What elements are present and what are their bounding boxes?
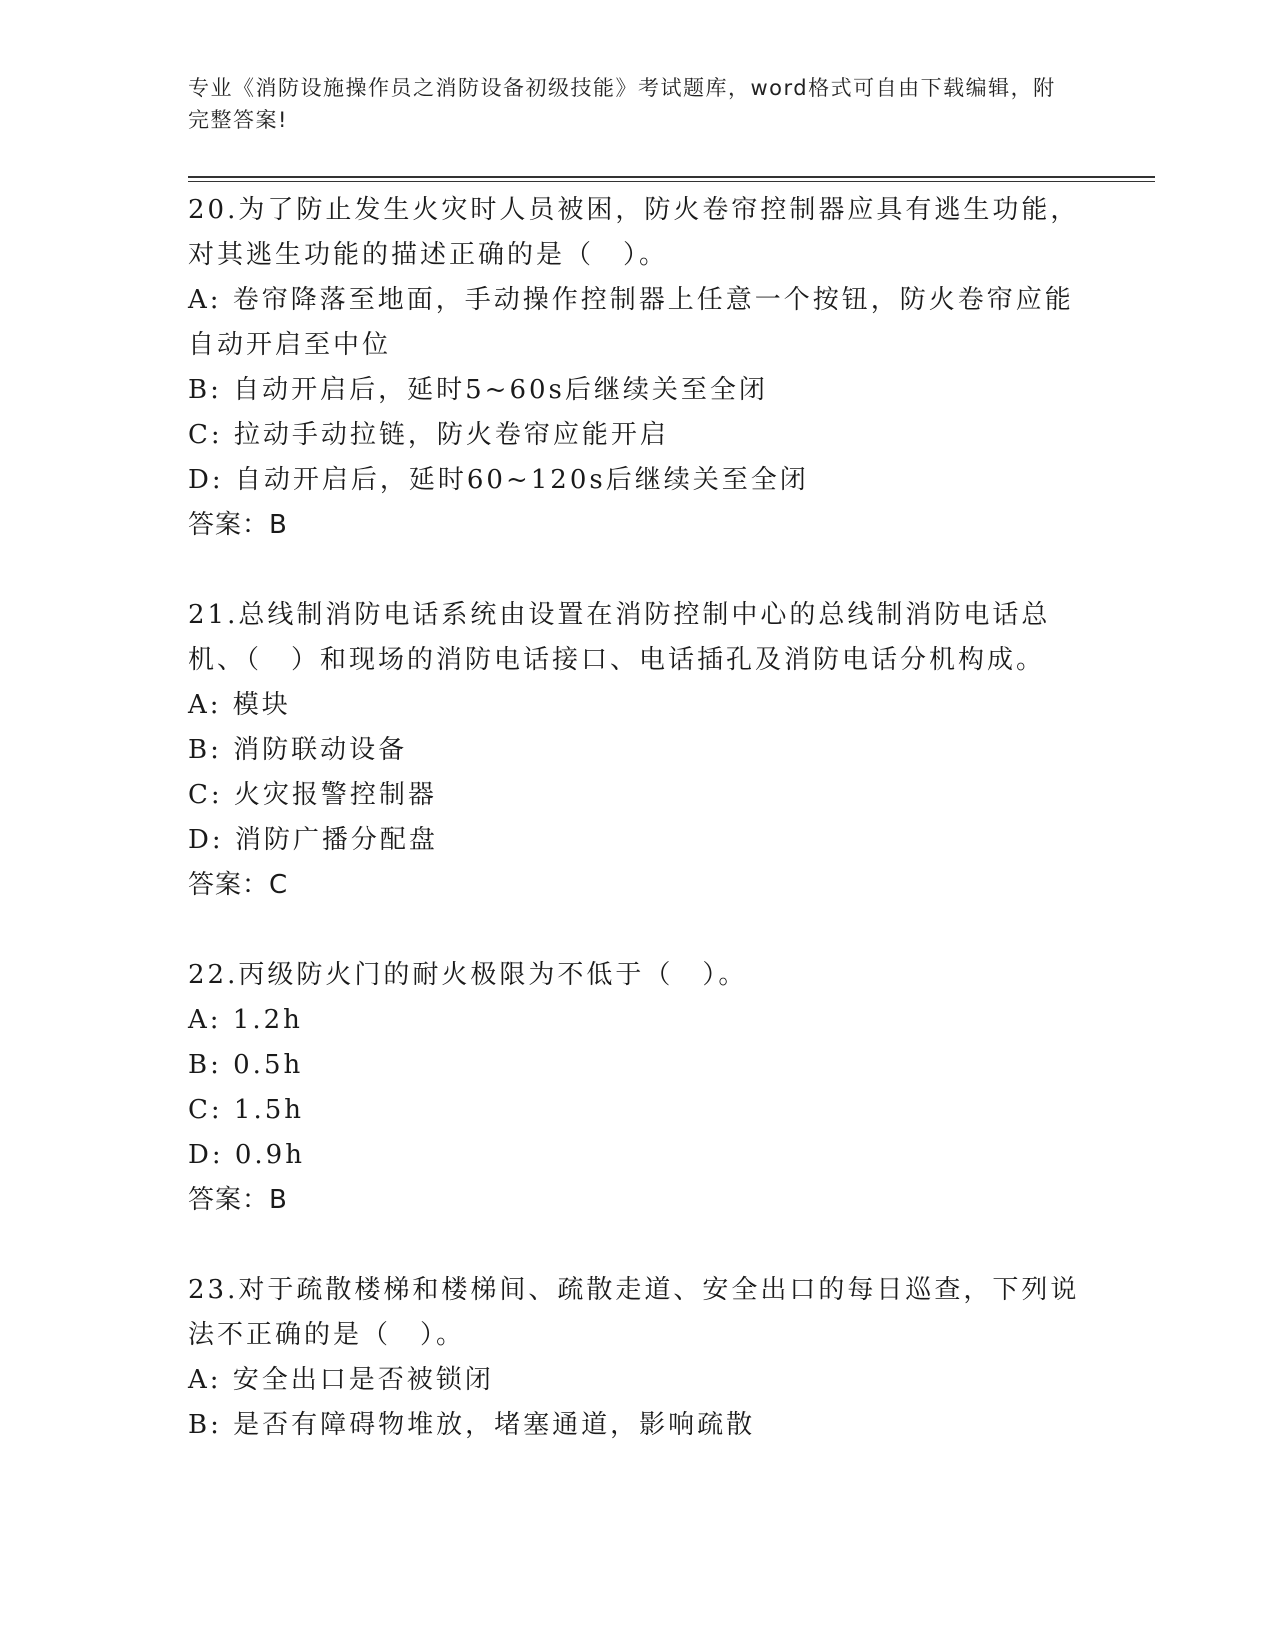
question-stem: 20.为了防止发生火灾时人员被困，防火卷帘控制器应具有逃生功能，对其逃生功能的描述正确的是（ ）。: [188, 195, 1080, 270]
option-d: D: 自动开启后，延时60~120s后继续关至全闭: [188, 465, 809, 495]
option-d: D: 消防广播分配盘: [188, 825, 438, 855]
question-22: [188, 953, 1088, 1223]
option-b: B: 自动开启后，延时5~60s后继续关至全闭: [188, 375, 768, 405]
option-d: D: 0.9h: [188, 1140, 305, 1170]
answer-label: 答案：B: [188, 510, 288, 540]
document-header: 专业《消防设施操作员之消防设备初级技能》考试题库，word格式可自由下载编辑，附完整答案!: [188, 76, 1056, 132]
option-a: A: 卷帘降落至地面，手动操作控制器上任意一个按钮，防火卷帘应能自动开启至中位: [188, 285, 1074, 360]
option-c: C: 1.5h: [188, 1095, 305, 1125]
header-divider-thick: [188, 176, 1155, 178]
option-a: A: 模块: [188, 690, 291, 720]
option-b: B: 消防联动设备: [188, 735, 408, 765]
question-stem: 23.对于疏散楼梯和楼梯间、疏散走道、安全出口的每日巡查，下列说法不正确的是（ ）。: [188, 1275, 1080, 1350]
option-b: B: 是否有障碍物堆放，堵塞通道，影响疏散: [188, 1410, 756, 1440]
option-c: C: 火灾报警控制器: [188, 780, 437, 810]
option-a: A: 1.2h: [188, 1005, 303, 1035]
question-20: [188, 188, 1088, 548]
answer-label: 答案：C: [188, 870, 289, 900]
option-b: B: 0.5h: [188, 1050, 304, 1080]
header-divider-thin: [188, 181, 1155, 182]
question-list: [188, 188, 1088, 1493]
option-a: A: 安全出口是否被锁闭: [188, 1365, 494, 1395]
question-23: [188, 1268, 1088, 1448]
question-21: [188, 593, 1088, 908]
question-stem: 22.丙级防火门的耐火极限为不低于（ ）。: [188, 960, 748, 990]
answer-label: 答案：B: [188, 1185, 288, 1215]
question-stem: 21.总线制消防电话系统由设置在消防控制中心的总线制消防电话总机、（ ）和现场的消防电话接口、电话插孔及消防电话分机构成。: [188, 600, 1051, 675]
option-c: C: 拉动手动拉链，防火卷帘应能开启: [188, 420, 669, 450]
